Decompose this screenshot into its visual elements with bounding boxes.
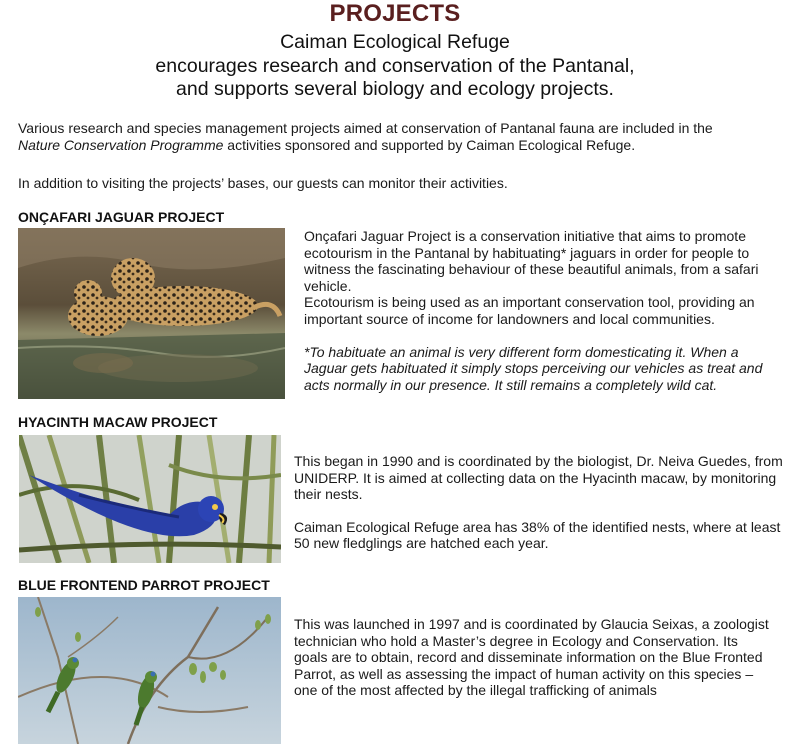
parrot-project-heading: BLUE FRONTEND PARROT PROJECT [18, 577, 270, 593]
page-title: PROJECTS [329, 0, 461, 27]
programme-name: Nature Conservation Programme [18, 137, 224, 153]
parrot-project-text [294, 616, 774, 699]
subtitle-line-1: Caiman Ecological Refuge [280, 31, 510, 53]
jaguar-photo [18, 228, 285, 399]
jaguar-paragraph-2: Ecotourism is being used as an important conservation tool, providing an important source of income for landowners and local communities. [304, 294, 755, 327]
intro-line-2-rest: activities sponsored and supported by Caiman Ecological Refuge. [223, 137, 636, 153]
macaw-photo [19, 435, 281, 563]
intro-paragraph [18, 120, 798, 154]
parrot-photo [18, 597, 281, 744]
jaguar-project-text [304, 228, 776, 393]
visit-paragraph: In addition to visiting the projects’ bases, our guests can monitor their activities. [18, 175, 508, 191]
jaguar-project-heading: ONÇAFARI JAGUAR PROJECT [18, 209, 225, 225]
subtitle-line-2: encourages research and conservation of the Pantanal, [155, 55, 635, 77]
macaw-project-text [294, 453, 784, 552]
intro-line-2 [18, 137, 798, 154]
macaw-project-heading: HYACINTH MACAW PROJECT [18, 414, 218, 430]
parrot-paragraph-1: This was launched in 1997 and is coordinated by Glaucia Seixas, a zoologist technician who hold a Master’s degree in Ecology and Conservation. Its goals are to obtain, record and disseminate information on the Blue Fronted Parrot, as well as assessing the impact of human activity on this species – one of the most affected by the illegal trafficking of animals [294, 616, 769, 699]
jaguar-habituation-note: *To habituate an animal is very different form domesticating it. When a Jaguar gets habituated it simply stops perceiving our vehicles as treat and acts normally in our presence. It still remains a completely wild cat. [304, 343, 763, 393]
macaw-paragraph-1: This began in 1990 and is coordinated by the biologist, Dr. Neiva Guedes, from UNIDERP. It is aimed at collecting data on the Hyacinth macaw, by monitoring their nests. [294, 453, 783, 503]
intro-line-1: Various research and species management projects aimed at conservation of Pantanal fauna are included in the [18, 120, 713, 136]
jaguar-paragraph-1: Onçafari Jaguar Project is a conservation initiative that aims to promote ecotourism in the Pantanal by habituating* jaguars in order for people to witness the fascinating behaviour of these beautiful animals, from a safari vehicle. [304, 228, 759, 294]
subtitle-line-3: and supports several biology and ecology projects. [176, 78, 614, 100]
macaw-paragraph-2: Caiman Ecological Refuge area has 38% of the identified nests, where at least 50 new fledglings are hatched each year. [294, 518, 781, 552]
